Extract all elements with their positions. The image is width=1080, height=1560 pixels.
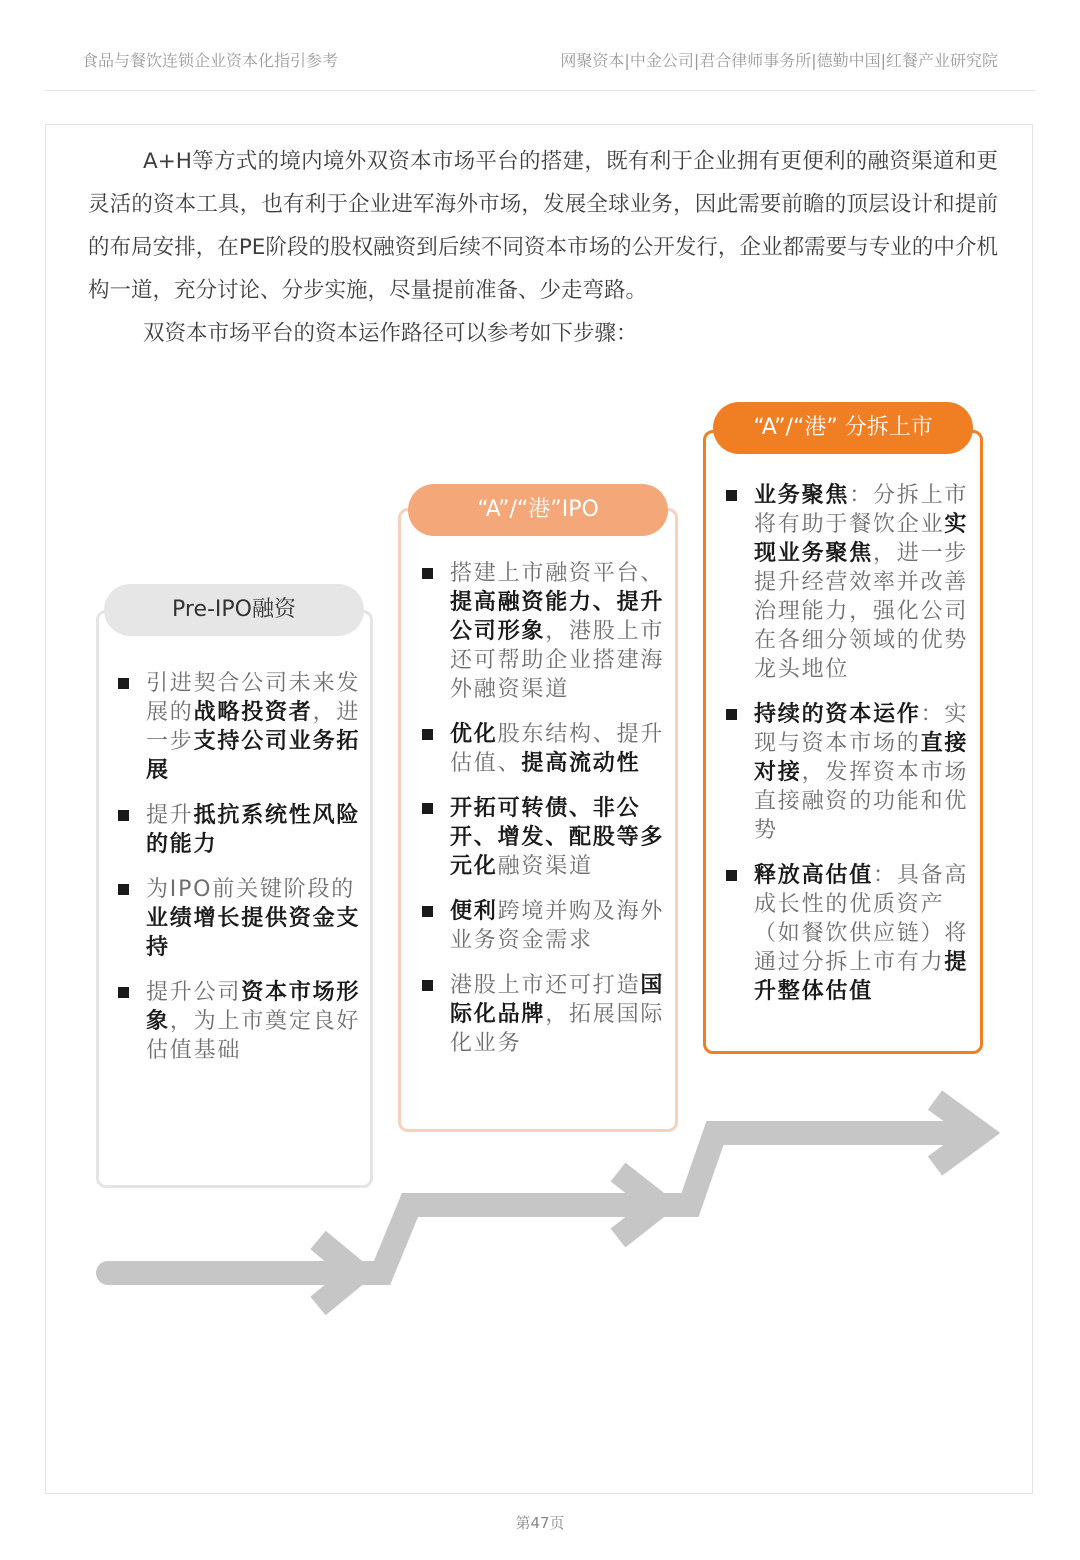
bullet-emphasis: 抵抗系统性风险的能力	[146, 803, 361, 857]
step-title-pre-ipo: Pre-IPO融资	[104, 584, 364, 636]
intro-paragraph-2: 双资本市场平台的资本运作路径可以参考如下步骤：	[143, 321, 638, 346]
bullet-text: 股东结构、提升估值、	[450, 722, 665, 776]
header-left-title: 食品与餐饮连锁企业资本化指引参考	[82, 51, 339, 70]
bullet-emphasis: 战略投资者	[193, 700, 313, 725]
bullet-emphasis: 实现业务聚焦	[754, 512, 969, 566]
bullet-item	[116, 875, 361, 962]
ipo-bullet-list	[420, 559, 670, 1074]
bullet-text: ，进一步提升经营效率并改善治理能力，强化公司在各细分领域的优势龙头地位	[754, 541, 969, 682]
bullet-text: 引进契合公司未来发展的	[146, 671, 361, 725]
bullet-text: ：具备高成长性的优质资产（如餐饮供应链）将通过分拆上市有力	[754, 863, 969, 975]
bullet-text: 港股上市还可打造	[450, 973, 641, 998]
bullet-emphasis: 持续的资本运作	[754, 702, 921, 727]
bullet-item	[420, 897, 670, 955]
bullet-item	[116, 669, 361, 785]
bullet-text: 提升公司	[146, 980, 242, 1005]
bullet-text: ，拓展国际化业务	[450, 1002, 665, 1056]
bullet-item	[116, 978, 361, 1065]
bullet-item	[420, 720, 670, 778]
bullet-emphasis: 开拓可转债、非公开、增发、配股等多元化	[450, 796, 665, 879]
bullet-emphasis: 便利	[450, 899, 498, 924]
bullet-item	[724, 861, 974, 1006]
bullet-item	[724, 481, 974, 684]
bullet-text: 提升	[146, 803, 194, 828]
step-title-spinoff: “A”/“港” 分拆上市	[713, 402, 973, 454]
bullet-text: ，发挥资本市场直接融资的功能和优势	[754, 760, 969, 843]
bullet-text: 为IPO前关键阶段的	[146, 877, 356, 902]
bullet-emphasis: 提高流动性	[521, 751, 641, 776]
bullet-emphasis: 支持公司业务拓展	[146, 729, 361, 783]
intro-paragraph-1: A+H等方式的境内境外双资本市场平台的搭建，既有利于企业拥有更便利的融资渠道和更灵活的资本工具，也有利于企业进军海外市场，发展全球业务，因此需要前瞻的顶层设计和提前的布局安排，在PE阶段的股权融资到后续不同资本市场的公开发行，企业都需要与专业的中介机构一道，充分讨论、分步实施，尽量提前准备、少走弯路。	[88, 149, 998, 303]
page-number: 第47页	[515, 1514, 565, 1532]
bullet-item	[420, 971, 670, 1058]
bullet-emphasis: 直接对接	[754, 731, 969, 785]
bullet-emphasis: 业绩增长提供资金支持	[146, 906, 361, 960]
bullet-emphasis: 国际化品牌	[450, 973, 665, 1027]
bullet-emphasis: 业务聚焦	[754, 483, 850, 508]
bullet-text: ：实现与资本市场的	[754, 702, 969, 756]
pre-ipo-bullet-list	[116, 669, 361, 1081]
bullet-text: ，为上市奠定良好估值基础	[146, 1009, 361, 1063]
bullet-text: ，港股上市还可帮助企业搭建海外融资渠道	[450, 619, 665, 702]
bullet-item	[724, 700, 974, 845]
bullet-item	[420, 559, 670, 704]
spinoff-bullet-list	[724, 481, 974, 1022]
bullet-emphasis: 提高融资能力、提升公司形象	[450, 590, 665, 644]
header-right-sources: 网聚资本|中金公司|君合律师事务所|德勤中国|红餐产业研究院	[560, 51, 998, 70]
bullet-emphasis: 优化	[450, 722, 498, 747]
bullet-item	[116, 801, 361, 859]
bullet-emphasis: 资本市场形象	[146, 980, 361, 1034]
bullet-text: ，进一步	[146, 700, 361, 754]
bullet-emphasis: 提升整体估值	[754, 950, 969, 1004]
bullet-emphasis: 释放高估值	[754, 863, 874, 888]
bullet-text: ：分拆上市将有助于餐饮企业	[754, 483, 969, 537]
bullet-item	[420, 794, 670, 881]
bullet-text: 跨境并购及海外业务资金需求	[450, 899, 665, 953]
step-title-ipo: “A”/“港”IPO	[408, 484, 668, 536]
bullet-text: 搭建上市融资平台、	[450, 561, 665, 586]
bullet-text: 融资渠道	[497, 854, 593, 879]
